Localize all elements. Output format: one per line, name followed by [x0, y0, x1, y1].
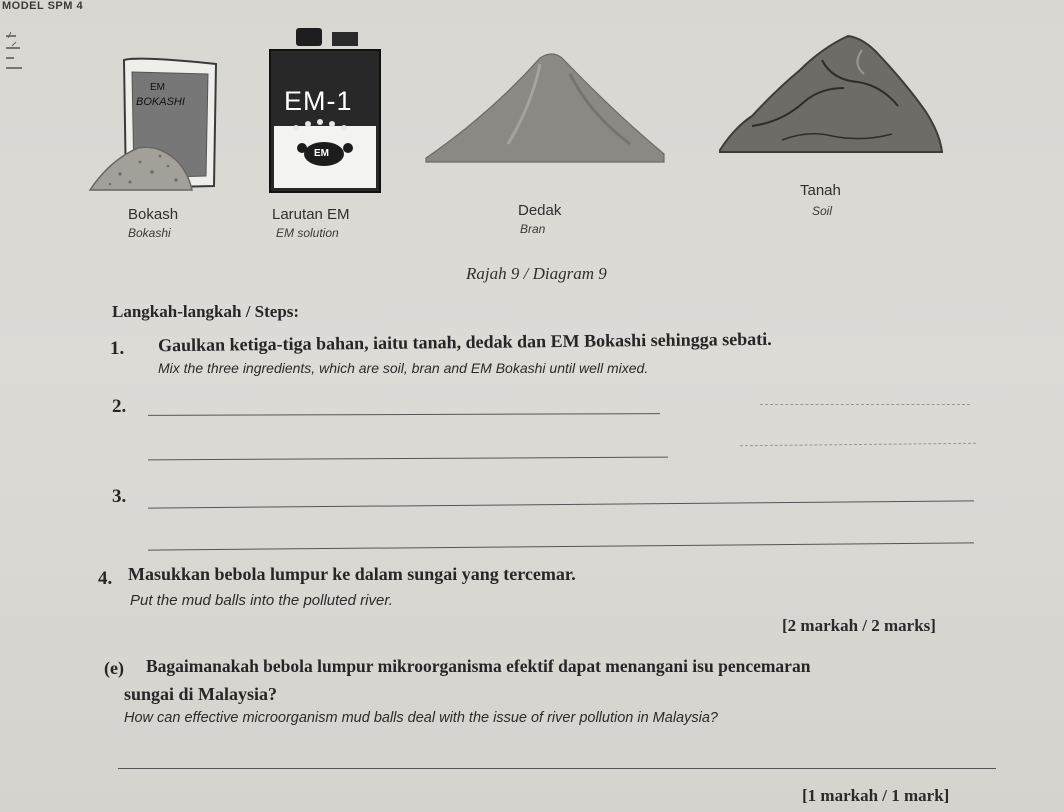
question-e-marks: [1 markah / 1 mark]	[802, 786, 950, 805]
steps-marks: [2 markah / 2 marks]	[782, 616, 936, 635]
question-e-english: How can effective microorganism mud balls deal with the issue of river pollution in Malaysia?	[124, 710, 718, 726]
em-solution-bottle-illustration	[262, 22, 388, 198]
diagram-title: Rajah 9 / Diagram 9	[466, 264, 607, 283]
step4-malay: Masukkan bebola lumpur ke dalam sungai yang tercemar.	[128, 564, 576, 584]
em-bottle-logo: EM	[314, 148, 329, 159]
steps-heading: Langkah-langkah / Steps:	[112, 302, 300, 321]
bran-pile-illustration	[420, 44, 670, 204]
step2-number: 2.	[112, 396, 127, 417]
bokashi-bag-text-em: EM	[150, 82, 165, 93]
step1-malay: Gaulkan ketiga-tiga bahan, iaitu tanah, dedak dan EM Bokashi sehingga sebati.	[157, 328, 772, 356]
bran-label-english: Bran	[520, 222, 546, 236]
bokashi-label-malay: Bokash	[128, 206, 179, 223]
soil-label-malay: Tanah	[800, 182, 841, 199]
step4-english: Put the mud balls into the polluted river.	[130, 592, 393, 609]
step3-number: 3.	[112, 486, 127, 507]
step3-answer-line-1	[148, 500, 974, 508]
step2-answer-line-2-faint	[740, 443, 976, 446]
step4-number: 4.	[98, 568, 113, 589]
question-e-malay-line2: sungai di Malaysia?	[124, 684, 278, 704]
bokashi-bag-text-bokashi: BOKASHI	[136, 96, 185, 108]
soil-pile-illustration	[712, 30, 948, 180]
bokashi-label-english: Bokashi	[128, 226, 171, 240]
em-label-english: EM solution	[276, 226, 339, 240]
em-label-malay: Larutan EM	[272, 206, 350, 223]
paper-header: MODEL SPM 4	[2, 0, 84, 12]
bokashi-bag-illustration	[80, 48, 240, 198]
soil-label-english: Soil	[812, 204, 833, 218]
step1-english: Mix the three ingredients, which are soil, bran and EM Bokashi until well mixed.	[158, 360, 649, 376]
step2-answer-line-1	[148, 413, 660, 416]
question-e-malay-line1: Bagaimanakah bebola lumpur mikroorganisma efektif dapat menangani isu pencemaran	[146, 656, 811, 676]
step3-answer-line-2	[148, 542, 974, 550]
question-e-answer-line	[118, 768, 996, 769]
step1-number: 1.	[110, 338, 125, 359]
question-e-label: (e)	[104, 658, 124, 678]
step2-answer-line-1-faint	[760, 404, 970, 405]
diagram-9	[0, 0, 1064, 283]
em-bottle-label: EM-1	[284, 86, 353, 116]
step2-answer-line-2	[148, 457, 668, 461]
bran-label-malay: Dedak	[518, 202, 562, 219]
